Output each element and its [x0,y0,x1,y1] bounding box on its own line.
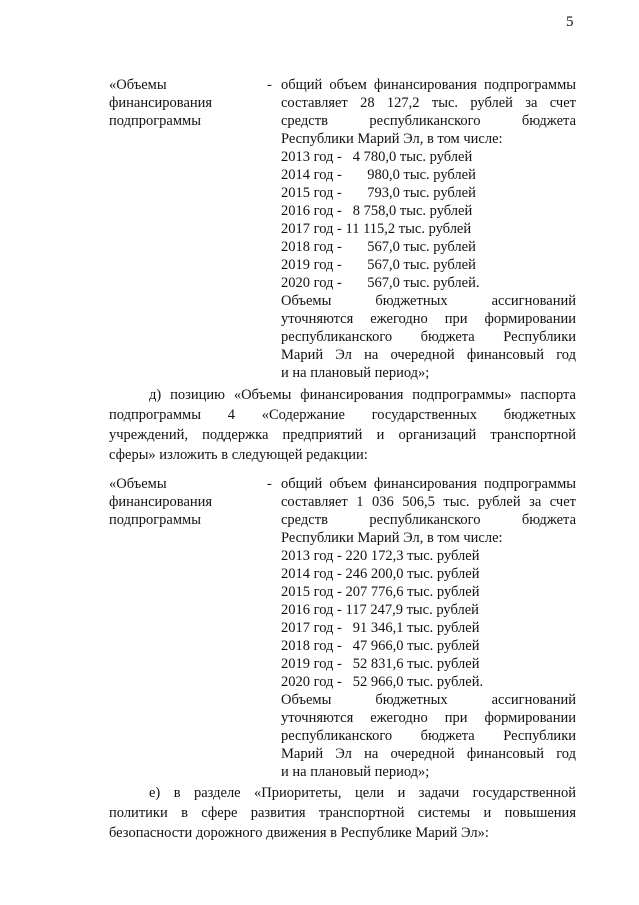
year-line: 2016 год - 117 247,9 тыс. рублей [281,602,479,618]
para-line: сферы» изложить в следующей редакции: [109,447,368,463]
note-line: уточняются ежегодно при формировании [281,710,576,726]
year-line: 2014 год - 246 200,0 тыс. рублей [281,566,480,582]
note-line: республиканского бюджета Республики [281,728,576,744]
year-line: 2018 год - 567,0 тыс. рублей [281,239,476,255]
para-line: подпрограммы 4 «Содержание государственных бюджетных [109,407,576,423]
year-line: 2018 год - 47 966,0 тыс. рублей [281,638,480,654]
funding-block-2 [109,475,576,780]
content-line: средств республиканского бюджета [281,512,576,528]
paragraph-e [109,783,576,843]
note-line: и на плановый период»; [281,365,430,381]
year-line: 2020 год - 52 966,0 тыс. рублей. [281,674,484,690]
page-number: 5 [566,14,574,30]
content-line: Республики Марий Эл, в том числе: [281,131,503,147]
para-line: е) в разделе «Приоритеты, цели и задачи государственной [149,785,576,801]
note-line: Объемы бюджетных ассигнований [281,293,576,309]
note-line: и на плановый период»; [281,764,430,780]
content-line: составляет 28 127,2 тыс. рублей за счет [281,95,576,111]
note-line: Объемы бюджетных ассигнований [281,692,576,708]
content-line: средств республиканского бюджета [281,113,576,129]
para-line: учреждений, поддержка предприятий и организаций транспортной [109,427,576,443]
note-line: республиканского бюджета Республики [281,329,576,345]
para-line: д) позицию «Объемы финансирования подпрограммы» паспорта [149,387,576,403]
note-line: Марий Эл на очередной финансовый год [281,746,576,762]
note-line: уточняются ежегодно при формировании [281,311,576,327]
paragraph-d [109,385,576,465]
year-line: 2017 год - 91 346,1 тыс. рублей [281,620,480,636]
label-line: подпрограммы [109,113,201,129]
funding-label [109,76,259,130]
year-line: 2019 год - 52 831,6 тыс. рублей [281,656,480,672]
year-line: 2014 год - 980,0 тыс. рублей [281,167,476,183]
note-line: Марий Эл на очередной финансовый год [281,347,576,363]
year-line: 2017 год - 11 115,2 тыс. рублей [281,221,472,237]
funding-block-1 [109,76,576,381]
label-line: финансирования [109,95,213,111]
year-line: 2016 год - 8 758,0 тыс. рублей [281,203,473,219]
year-line: 2013 год - 4 780,0 тыс. рублей [281,149,473,165]
content-line: Республики Марий Эл, в том числе: [281,530,503,546]
year-line: 2015 год - 207 776,6 тыс. рублей [281,584,480,600]
year-line: 2020 год - 567,0 тыс. рублей. [281,275,480,291]
year-line: 2015 год - 793,0 тыс. рублей [281,185,476,201]
para-line: политики в сфере развития транспортной системы и повышения [109,805,576,821]
para-line: безопасности дорожного движения в Республике Марий Эл»: [109,825,489,841]
dash: - [267,476,272,492]
content-line: составляет 1 036 506,5 тыс. рублей за счет [281,494,576,510]
funding-content [281,475,576,781]
content-line: общий объем финансирования подпрограммы [281,77,576,93]
content-line: общий объем финансирования подпрограммы [281,476,576,492]
year-line: 2013 год - 220 172,3 тыс. рублей [281,548,480,564]
label-line: «Объемы [109,476,167,492]
label-line: финансирования [109,494,213,510]
label-line: «Объемы [109,77,167,93]
year-line: 2019 год - 567,0 тыс. рублей [281,257,476,273]
label-line: подпрограммы [109,512,201,528]
funding-content [281,76,576,382]
funding-label [109,475,259,529]
dash: - [267,77,272,93]
